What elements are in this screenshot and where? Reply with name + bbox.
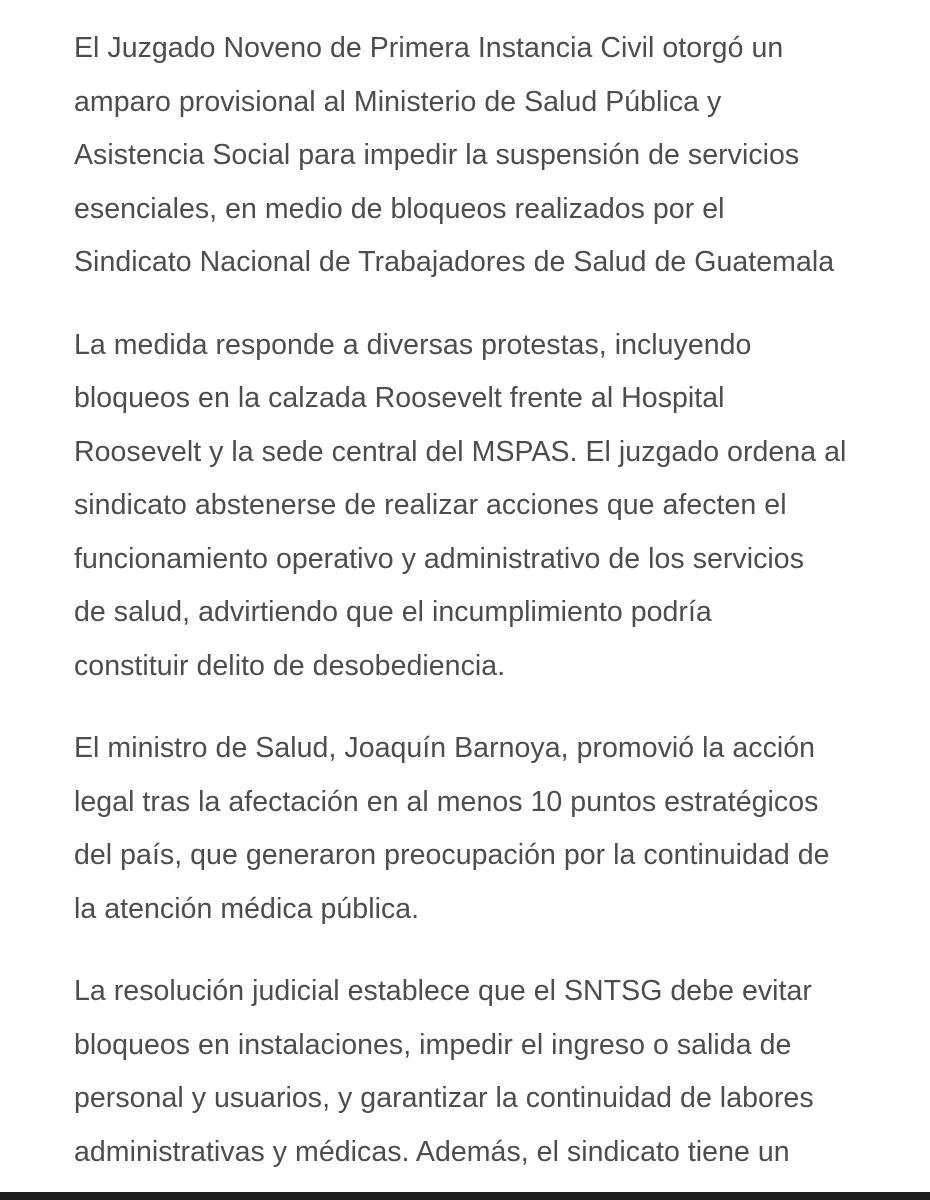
bottom-bar [0, 1192, 930, 1200]
text-line: administrativas y médicas. Además, el sindicato tiene un [74, 1135, 790, 1168]
text-line: La medida responde a diversas protestas, incluyendo [74, 328, 752, 361]
paragraph-1 [74, 22, 864, 290]
text-line: Asistencia Social para impedir la suspensión de servicios [74, 139, 800, 171]
text-line: de salud, advirtiendo que el incumplimiento podría [74, 596, 712, 628]
text-line: legal tras la afectación en al menos 10 puntos estratégicos [74, 785, 819, 818]
text-line: El ministro de Salud, Joaquín Barnoya, promovió la acción [74, 732, 816, 764]
text-line: personal y usuarios, y garantizar la continuidad de labores [74, 1082, 814, 1114]
text-line: del país, que generaron preocupación por la continuidad de [74, 839, 830, 871]
text-line: constituir delito de desobediencia. [74, 649, 506, 682]
text-line: funcionamiento operativo y administrativo de los servicios [74, 542, 804, 575]
text-line: amparo provisional al Ministerio de Salud Pública y [74, 85, 722, 118]
text-line: bloqueos en instalaciones, impedir el ingreso o salida de [74, 1028, 792, 1061]
text-line: Roosevelt y la sede central del MSPAS. El juzgado ordena al [74, 435, 847, 468]
text-line: bloqueos en la calzada Roosevelt frente al Hospital [74, 382, 725, 414]
text-line: Sindicato Nacional de Trabajadores de Salud de Guatemala [74, 246, 835, 278]
paragraph-3 [74, 722, 864, 936]
paragraph-4 [74, 965, 864, 1179]
text-line: La resolución judicial establece que el SNTSG debe evitar [74, 975, 812, 1007]
text-line: la atención médica pública. [74, 892, 420, 925]
article-body [74, 22, 864, 1200]
text-line: esenciales, en medio de bloqueos realizados por el [74, 192, 725, 225]
text-line: sindicato abstenerse de realizar acciones que afecten el [74, 489, 787, 521]
paragraph-2 [74, 319, 864, 694]
text-line: El Juzgado Noveno de Primera Instancia Civil otorgó un [74, 32, 784, 64]
